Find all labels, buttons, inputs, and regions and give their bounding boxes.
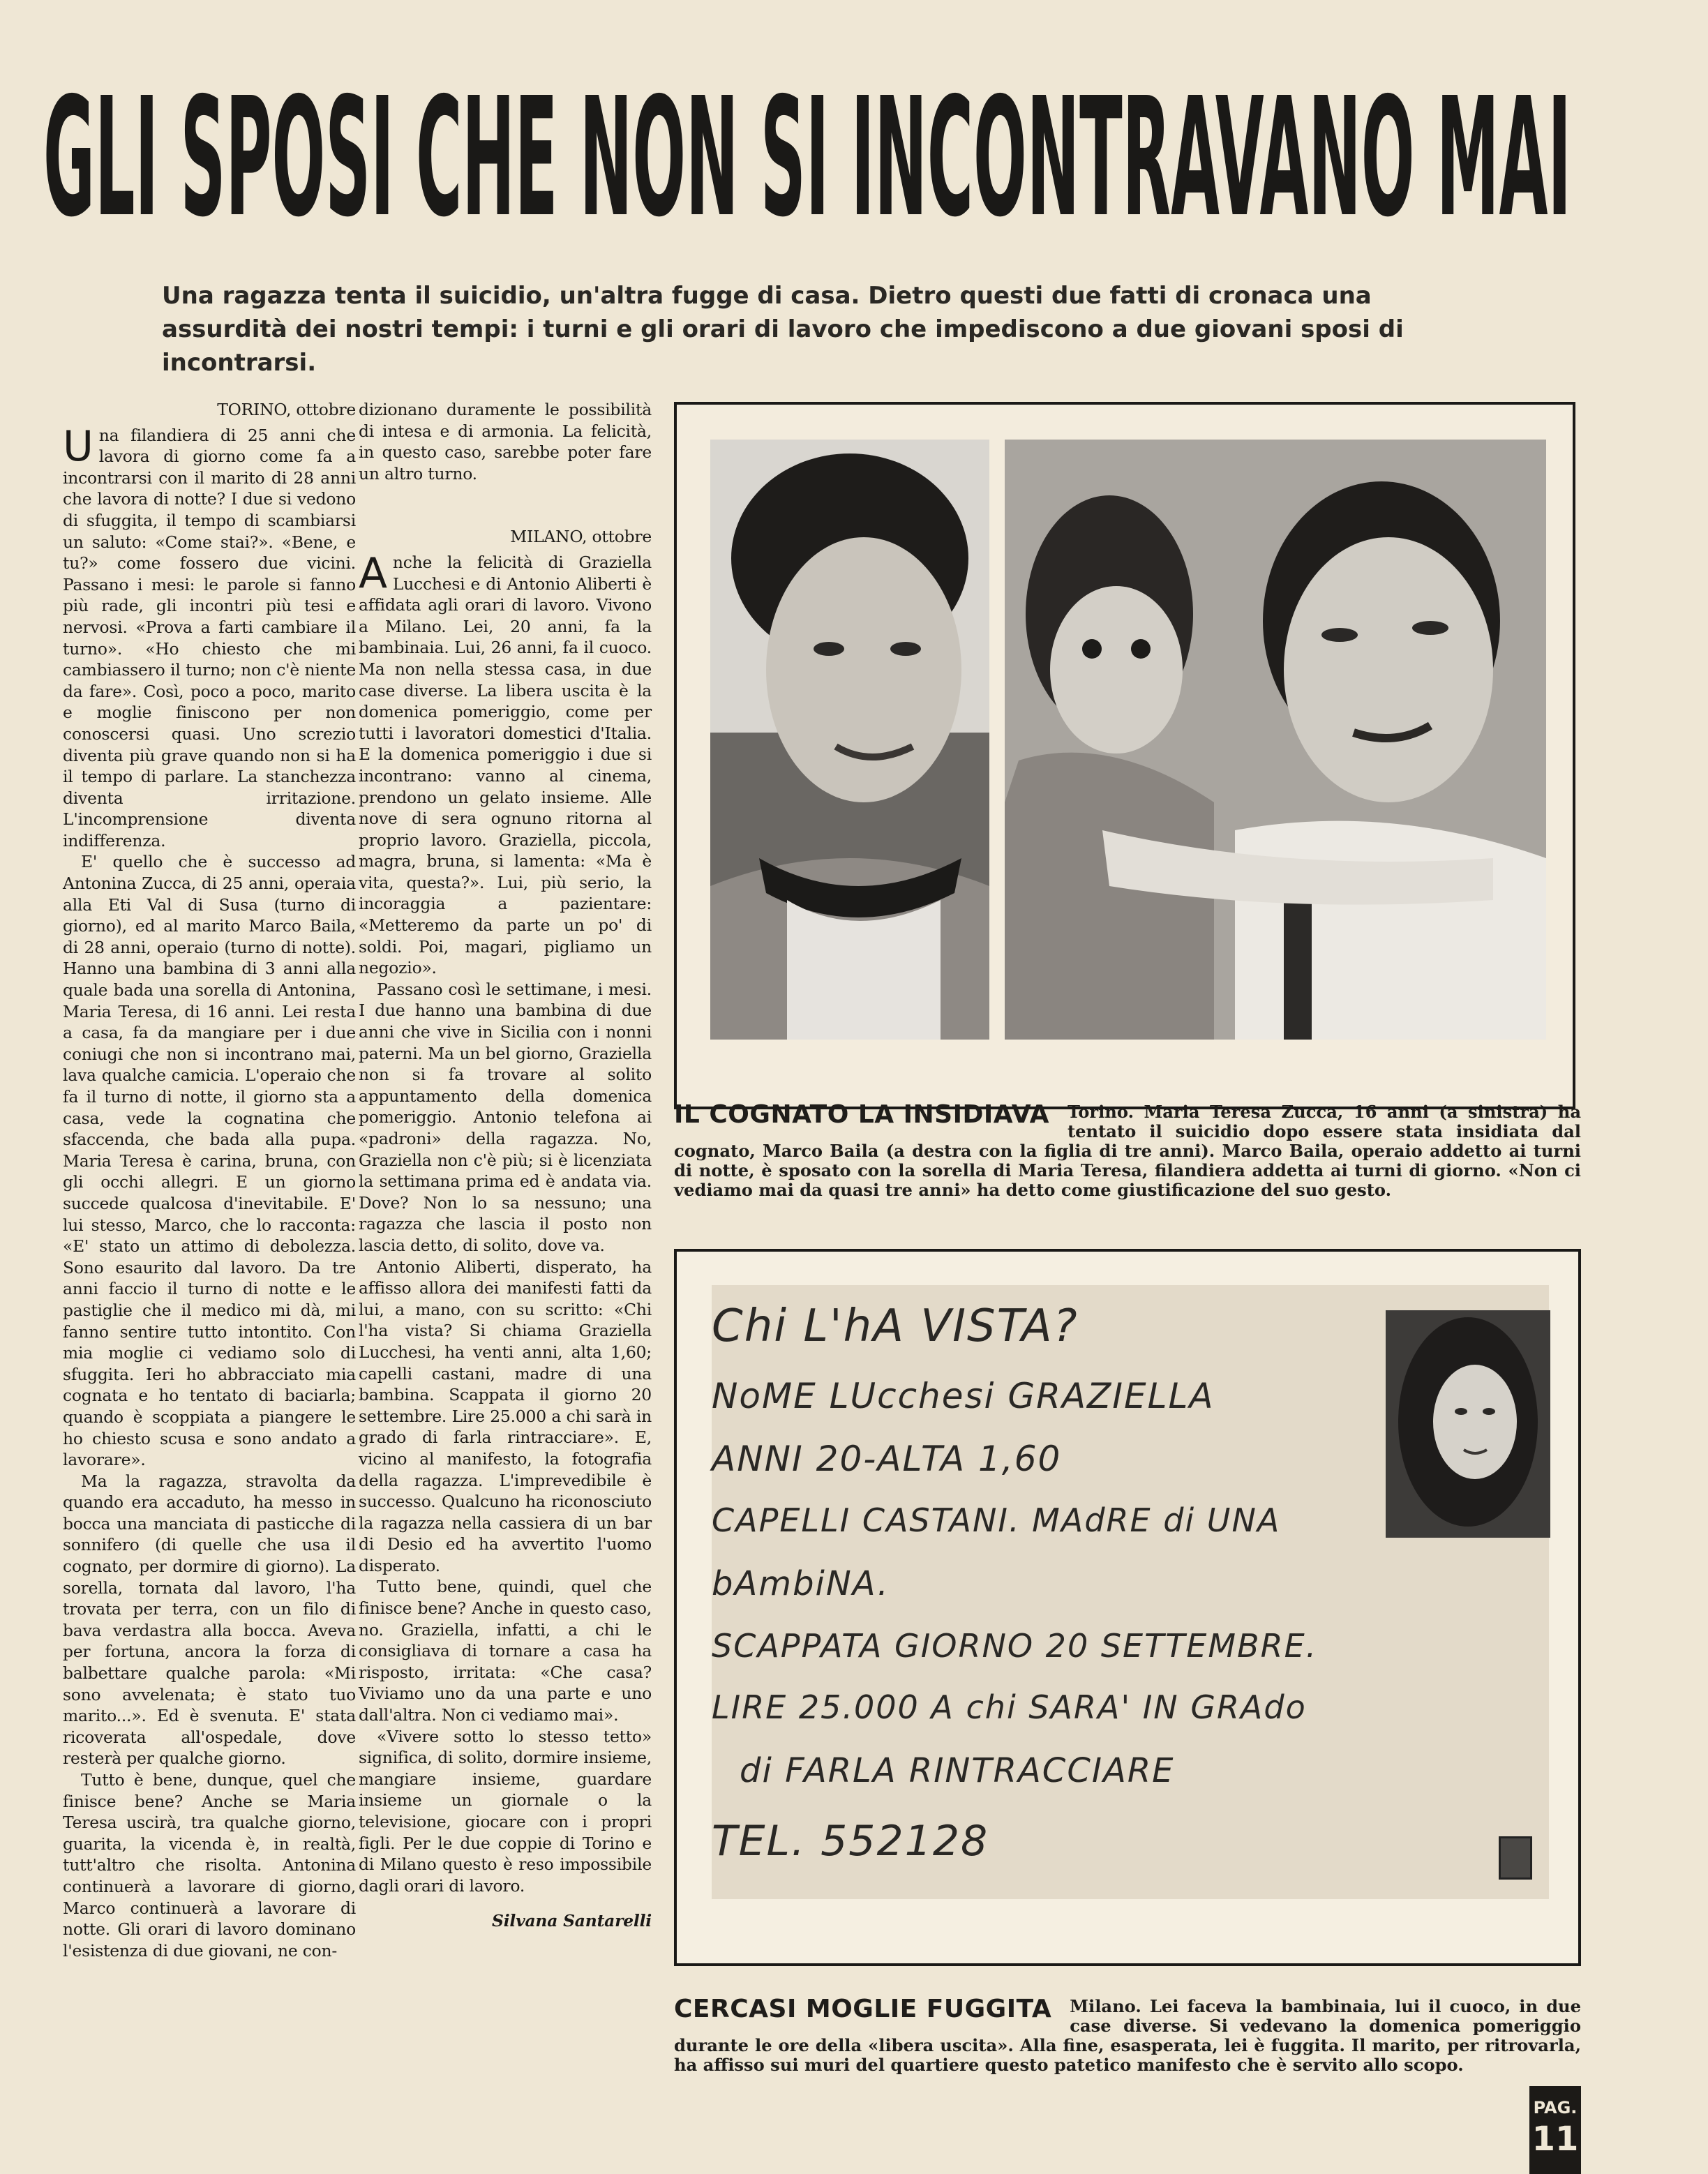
headline-text: GLI SPOSI CHE NON SI INCONTRAVANO MAI [43, 70, 1571, 220]
photo-frame [674, 402, 1575, 1109]
paragraph: Antonio Aliberti, disperato, ha affisso allora dei manifesti fatti da lui, a mano, con su scritto: «Chi l'ha vista? Si chiama Graziella Lucchesi, ha venti anni, alta 1,60; capelli castani, madre di una bambina. Scappata il giorno 20 settembre. Lire 25.000 a chi sarà in grado di farla rintracciare». E, vicino al manifesto, la fotografia della ragazza. L'imprevedibile è successo. Qualcuno ha riconosciuto la ragazza nella cassiera di un bar di Desio ed ha avvertito l'uomo disperato. [359, 1257, 652, 1575]
paragraph [63, 421, 356, 852]
poster-stamp [1499, 1836, 1532, 1880]
paragraph: Tutto bene, quindi, quel che finisce bene? Anche in questo caso, no. Graziella, infatti, a chi le consigliava di tornare a casa ha risposto, irritata: «Che casa? Viviamo uno da una parte e uno dall'altra. Non ci vediamo mai». [359, 1577, 652, 1725]
photo-man-with-child [1005, 440, 1546, 1040]
dateline-torino: TORINO, ottobre [217, 400, 356, 419]
headline [43, 70, 1578, 220]
page-number-tab [1529, 2086, 1581, 2174]
photo-man-with-child-svg [1005, 440, 1546, 1040]
subtitle: Una ragazza tenta il suicidio, un'altra fugge di casa. Dietro questi due fatti di cronaca una assurdità dei nostri tempi: i turni e gli orari di lavoro che impediscono a due giovani sposi di incontrarsi. [162, 282, 1404, 377]
paragraph: Passano così le settimane, i mesi. I due hanno una bambina di due anni che vive in Sicilia con i nonni paterni. Ma un bel giorno, Graziella non si fa trovare al solito appuntamento della domenica pomeriggio. Antonio telefona ai «padroni» della ragazza. No, Graziella non c'è più; si è licenziata la settimana prima ed è andata via. Dove? Non lo sa nessuno; una ragazza che lascia il posto non lascia detto, di solito, dove va. [359, 979, 652, 1255]
poster-photo-svg [1386, 1310, 1550, 1538]
drop-cap: A [359, 548, 387, 598]
poster-line: Chi L'hA VISTA? [712, 1300, 1079, 1352]
author-signature: Silvana Santarelli [492, 1911, 652, 1931]
poster-line: SCAPPATA GIORNO 20 SETTEMBRE. [712, 1627, 1318, 1665]
paragraph-text: na filandiera di 25 anni che lavora di giorno come fa a incontrarsi con il marito di 28 anni che lavora di notte? I due si vedono di sfuggita, il tempo di scambiarsi un saluto: «Come stai?». «Bene, e tu?» come fossero due vicini. Passano i mesi: le parole si fanno più rade, gli incontri più tesi e nervosi. «Prova a farti cambiare il turno». «Ho chiesto che mi cambiassero il turno; non c'è niente da fare». Così, poco a poco, marito e moglie finiscono per non conoscersi quasi. Uno screzio diventa più grave quando non si ha il tempo di parlare. La stanchezza diventa irritazione. L'incomprensione diventa indifferenza. [63, 425, 356, 850]
dateline-milano: MILANO, ottobre [510, 527, 652, 547]
caption-text: Torino. Maria Teresa Zucca, 16 anni (a sinistra) ha tentato il suicidio dopo essere stata insidiata dal cognato, Marco Baila (a destra con la figlia di tre anni). Marco Baila, operaio addetto ai turni di notte, è sposato con la sorella di Maria Teresa, filandiera addetta ai turni di giorno. «Non ci vediamo mai da quasi tre anni» ha detto come giustificazione del suo gesto. [674, 1102, 1581, 1200]
poster-line: bAmbiNA. [712, 1564, 890, 1603]
headline-svg [43, 70, 1578, 220]
poster-line: CAPELLI CASTANI. MAdRE di UNA [712, 1501, 1281, 1539]
poster-line: ANNI 20-ALTA 1,60 [712, 1439, 1062, 1479]
drop-cap: U [63, 421, 93, 471]
poster-frame [674, 1249, 1581, 1966]
paragraph [359, 548, 652, 979]
paragraph: Tutto è bene, dunque, quel che finisce bene? Anche se Maria Teresa uscirà, tra qualche giorno, guarita, la vicenda è, in realtà, tutt'altro che risolta. Antonina continuerà a lavorare di giorno, Marco continuerà a lavorare di notte. Gli orari di lavoro dominano l'esistenza di due giovani, ne con- [63, 1770, 356, 1961]
caption-heading: CERCASI MOGLIE FUGGITA [674, 1995, 1052, 2023]
poster-caption-milano [674, 1997, 1581, 2075]
photo-woman-svg [710, 440, 989, 1040]
photo-caption-torino [674, 1102, 1581, 1200]
article-column-1 [63, 399, 356, 1961]
paragraph: «Vivere sotto lo stesso tetto» significa, di solito, dormire insieme, mangiare insieme, guardare insieme un giornale o la televisione, giocare con i propri figli. Per le due coppie di Torino e di Milano questo è reso impossibile dagli orari di lavoro. [359, 1726, 652, 1896]
page-number: 11 [1531, 2120, 1579, 2159]
poster-line: TEL. 552128 [712, 1817, 989, 1866]
photo-woman [710, 440, 989, 1040]
paragraph-text: nche la felicità di Graziella Lucchesi e di Antonio Aliberti è affidata agli orari di lavoro. Vivono a Milano. Lei, 20 anni, fa la bambinaia. Lui, 26 anni, fa il cuoco. Ma non nella stessa casa, in due case diverse. La libera uscita è la domenica pomeriggio, come per tutti i lavoratori domestici d'Italia. E la domenica pomeriggio i due si incontrano: vanno al cinema, prendono un gelato insieme. Alle nove di sera ognuno ritorna al proprio lavoro. Graziella, piccola, magra, bruna, si lamenta: «Ma è vita, questa?». Lui, più serio, la incoraggia a pazientare: «Metteremo da parte un po' di soldi. Poi, magari, pigliamo un negozio». [359, 552, 652, 978]
caption-text: Milano. Lei faceva la bambinaia, lui il cuoco, in due case diverse. Si vedevano la domenica pomeriggio durante le ore della «libera uscita». Alla fine, esasperata, lei è fuggita. Il marito, per ritrovarla, ha affisso sui muri del quartiere questo patetico manifesto che è servito allo scopo. [674, 1996, 1581, 2075]
page-label: PAG. [1533, 2098, 1578, 2117]
poster-line: LIRE 25.000 A chi SARA' IN GRAdo [712, 1688, 1307, 1726]
poster-line: di FARLA RINTRACCIARE [740, 1751, 1175, 1790]
poster-line: NoME LUcchesi GRAZIELLA [712, 1376, 1215, 1416]
poster-photo-graziella [1386, 1310, 1550, 1538]
paragraph: dizionano duramente le possibilità di intesa e di armonia. La felicità, in questo caso, sarebbe poter fare un altro turno. [359, 400, 652, 483]
handwritten-poster [712, 1285, 1549, 1899]
article-column-2 [359, 399, 652, 1932]
paragraph: E' quello che è successo ad Antonina Zucca, di 25 anni, operaia alla Eti Val di Susa (turno di giorno), ed al marito Marco Baila, di 28 anni, operaio (turno di notte). Hanno una bambina di 3 anni alla quale bada una sorella di Antonina, Maria Teresa, di 16 anni. Lei resta a casa, fa da mangiare per i due coniugi che non si incontrano mai, lava qualche camicia. L'operaio che fa il turno di notte, il giorno sta a casa, vede la cognatina che sfaccenda, che bada alla pupa. Maria Teresa è carina, bruna, con gli occhi allegri. E un giorno succede qualcosa d'inevitabile. E' lui stesso, Marco, che lo racconta: «E' stato un attimo di debolezza. Sono esaurito dal lavoro. Da tre anni faccio il turno di notte e le pastiglie che il medico mi dà, mi fanno sentire tutto intontito. Con mia moglie ci vediamo solo di sfuggita. Ieri ho abbracciato mia cognata e ho tentato di baciarla; quando è scoppiata a piangere le ho chiesto scusa e sono andato a lavorare». [63, 852, 356, 1470]
paragraph: Ma la ragazza, stravolta da quando era accaduto, ha messo in bocca una manciata di pasticche di sonnifero (di quelle che usa il cognato, per dormire di giorno). La sorella, tornata dal lavoro, l'ha trovata per terra, con un filo di bava verdastra alla bocca. Aveva per fortuna, ancora la forza di balbettare qualche parola: «Mi sono avvelenata; è stato tuo marito...». Ed è svenuta. E' stata ricoverata all'ospedale, dove resterà per qualche giorno. [63, 1471, 356, 1769]
caption-heading: IL COGNATO LA INSIDIAVA [674, 1100, 1049, 1129]
